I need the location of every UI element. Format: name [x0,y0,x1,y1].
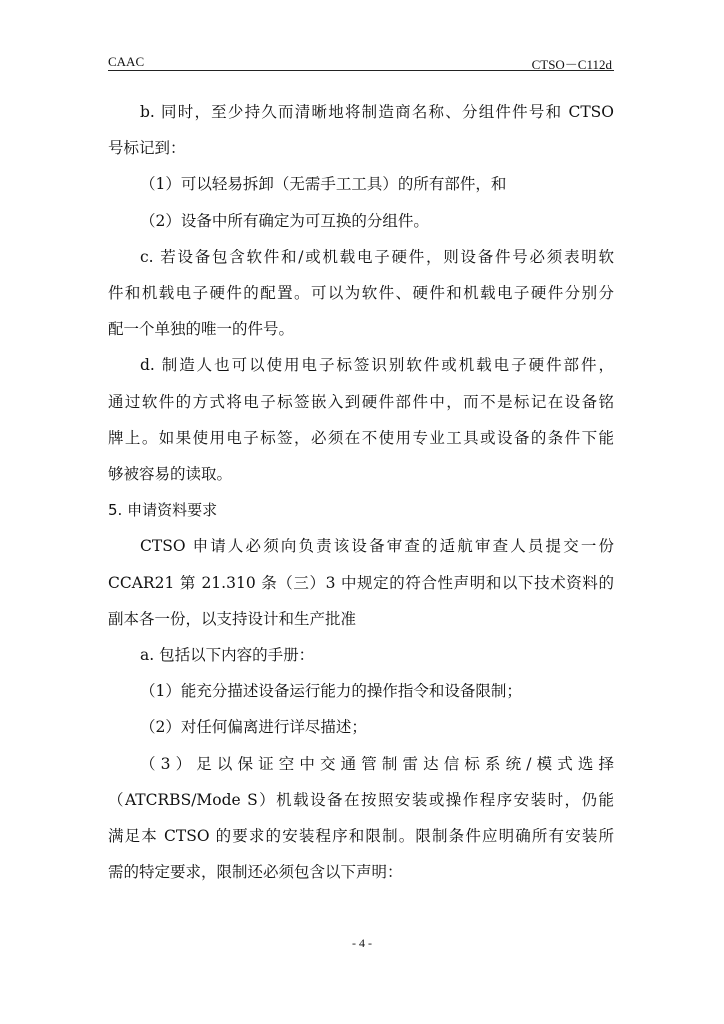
section-heading: 5. 申请资料要求 [108,501,218,520]
line-b1: （1）可以轻易拆卸（无需手工工具）的所有部件，和 [140,175,507,194]
line-a1: （1）能充分描述设备运行能力的操作指令和设备限制； [140,682,522,701]
line-d-3: 牌上。如果使用电子标签，必须在不使用专业工具或设备的条件下能 [108,428,614,447]
line-d-2: 通过软件的方式将电子标签嵌入到硬件部件中，而不是标记在设备铭 [108,392,614,411]
line-c-3: 配一个单独的唯一的件号。 [108,320,295,339]
line-a3-4: 需的特定要求，限制还必须包含以下声明： [108,863,403,882]
header-left: CAAC [108,54,145,69]
line-d-1: d. 制造人也可以使用电子标签识别软件或机载电子硬件部件， [140,356,614,375]
line-d-4: 够被容易的读取。 [108,465,233,484]
line-a2: （2）对任何偏离进行详尽描述； [140,718,367,737]
line-5-1: CTSO 申请人必须向负责该设备审查的适航审查人员提交一份 [140,537,614,556]
line-5-2: CCAR21 第 21.310 条（三）3 中规定的符合性声明和以下技术资料的 [108,573,614,592]
line-a: a. 包括以下内容的手册： [140,646,315,665]
document-body [108,94,614,890]
header-rule [108,70,614,71]
line-c-2: 件和机载电子硬件的配置。可以为软件、硬件和机载电子硬件分别分 [108,284,614,303]
line-5-3: 副本各一份，以支持设计和生产批准 [108,609,357,628]
page-number: - 4 - [352,936,372,950]
line-b-2: 号标记到： [108,139,186,158]
line-a3-1: （3）足以保证空中交通管制雷达信标系统/模式选择 [140,754,614,773]
line-c-1: c. 若设备包含软件和/或机载电子硬件，则设备件号必须表明软 [140,247,614,266]
line-a3-2: （ATCRBS/Mode S）机载设备在按照安装或操作程序安装时，仍能 [108,790,614,809]
line-b-1: b. 同时，至少持久而清晰地将制造商名称、分组件件号和 CTSO [140,103,614,121]
line-b2: （2）设备中所有确定为可互换的分组件。 [140,211,429,230]
line-a3-3: 满足本 CTSO 的要求的安装程序和限制。限制条件应明确所有安装所 [108,827,614,846]
header-right: CTSO－C112d [531,57,612,72]
